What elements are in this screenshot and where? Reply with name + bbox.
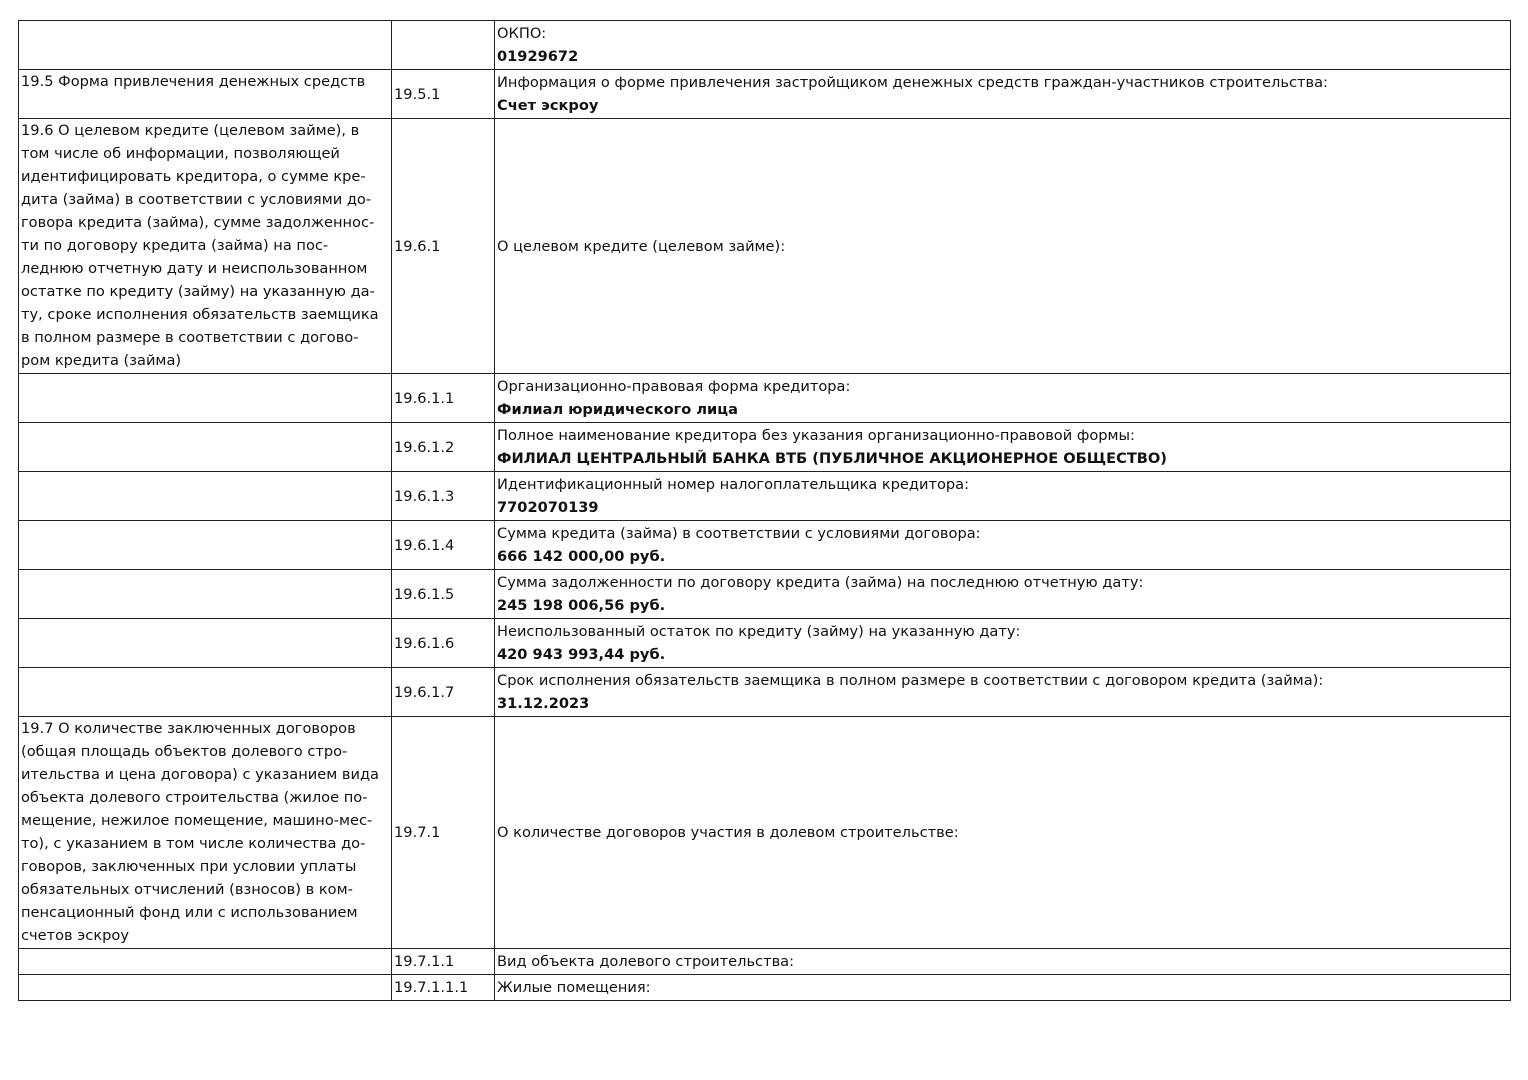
- content-cell: [495, 70, 1511, 119]
- code-cell: 19.6.1.1: [392, 374, 495, 423]
- table-row: [19, 717, 1511, 949]
- code-cell: 19.6.1.2: [392, 423, 495, 472]
- field-label: ОКПО:: [497, 25, 547, 42]
- field-label: Жилые помещения:: [497, 979, 651, 996]
- section-cell: 19.5 Форма привлечения денежных средств: [19, 70, 392, 119]
- field-label: Полное наименование кредитора без указания организационно-правовой формы:: [497, 427, 1135, 444]
- content-cell: [495, 423, 1511, 472]
- field-value: 01929672: [497, 48, 579, 65]
- section-cell: [19, 975, 392, 1001]
- code-cell: 19.6.1.7: [392, 668, 495, 717]
- code-cell: 19.7.1.1: [392, 949, 495, 975]
- code-cell: 19.5.1: [392, 70, 495, 119]
- field-label: Информация о форме привлечения застройщиком денежных средств граждан-участников строительства:: [497, 74, 1328, 91]
- section-cell: [19, 423, 392, 472]
- table-row: [19, 619, 1511, 668]
- code-cell: 19.6.1.4: [392, 521, 495, 570]
- table-row: [19, 374, 1511, 423]
- table-row: [19, 423, 1511, 472]
- table-row: [19, 21, 1511, 70]
- field-label: О целевом кредите (целевом займе):: [497, 237, 786, 255]
- field-value: 420 943 993,44 руб.: [497, 646, 666, 663]
- content-cell: [495, 21, 1511, 70]
- disclosure-table: [18, 20, 1511, 1001]
- section-cell: 19.6 О целевом кредите (целевом займе), в том числе об информации, позволяющей идентифицировать кредитора, о сумме кре- дита (займа) в соответствии с условиями до- говора кредита (займа), сумме задолженнос- ти по договору кредита (займа) на пос- леднюю отчетную дату и неиспользованном остатке по кредиту (займу) на указанную да- ту, сроке исполнения обязательств заемщика в полном размере в соответствии с догово- ром кредита (займа): [19, 119, 392, 374]
- field-label: Вид объекта долевого строительства:: [497, 953, 795, 970]
- field-label: Сумма задолженности по договору кредита (займа) на последнюю отчетную дату:: [497, 574, 1144, 591]
- field-label: Организационно-правовая форма кредитора:: [497, 378, 851, 395]
- section-cell: [19, 521, 392, 570]
- content-cell: [495, 521, 1511, 570]
- section-cell: [19, 21, 392, 70]
- field-label: Срок исполнения обязательств заемщика в полном размере в соответствии с договором кредита (займа):: [497, 672, 1324, 689]
- section-cell: [19, 570, 392, 619]
- code-cell: 19.6.1.6: [392, 619, 495, 668]
- code-cell: 19.7.1.1.1: [392, 975, 495, 1001]
- content-cell: [495, 374, 1511, 423]
- table-row: [19, 70, 1511, 119]
- section-cell: [19, 949, 392, 975]
- table-row: [19, 521, 1511, 570]
- field-label: Идентификационный номер налогоплательщика кредитора:: [497, 476, 970, 493]
- table-row: [19, 472, 1511, 521]
- field-value: 31.12.2023: [497, 695, 590, 712]
- field-value: 245 198 006,56 руб.: [497, 597, 666, 614]
- section-cell: [19, 668, 392, 717]
- content-cell: [495, 119, 1511, 374]
- code-cell: 19.6.1: [392, 119, 495, 374]
- table-row: [19, 975, 1511, 1001]
- section-cell: [19, 619, 392, 668]
- content-cell: [495, 717, 1511, 949]
- content-cell: [495, 570, 1511, 619]
- code-cell: 19.6.1.5: [392, 570, 495, 619]
- content-cell: [495, 472, 1511, 521]
- code-cell: 19.6.1.3: [392, 472, 495, 521]
- content-cell: [495, 949, 1511, 975]
- field-value: 7702070139: [497, 499, 599, 516]
- table-row: [19, 119, 1511, 374]
- field-value: Филиал юридического лица: [497, 401, 738, 418]
- field-value: Счет эскроу: [497, 97, 599, 114]
- table-row: [19, 668, 1511, 717]
- content-cell: [495, 668, 1511, 717]
- section-cell: [19, 472, 392, 521]
- code-cell: 19.7.1: [392, 717, 495, 949]
- table-row: [19, 570, 1511, 619]
- field-label: Неиспользованный остаток по кредиту (займу) на указанную дату:: [497, 623, 1021, 640]
- section-cell: 19.7 О количестве заключенных договоров (общая площадь объектов долевого стро- ительства и цена договора) с указанием вида объекта долевого строительства (жилое по- мещение, нежилое помещение, машино-мес- то), с указанием в том числе количества до- говоров, заключенных при условии уплаты обязательных отчислений (взносов) в ком- пенсационный фонд или с использованием счетов эскроу: [19, 717, 392, 949]
- field-label: Сумма кредита (займа) в соответствии с условиями договора:: [497, 525, 981, 542]
- content-cell: [495, 975, 1511, 1001]
- code-cell: [392, 21, 495, 70]
- field-label: О количестве договоров участия в долевом строительстве:: [497, 824, 959, 841]
- table-row: [19, 949, 1511, 975]
- field-value: 666 142 000,00 руб.: [497, 548, 666, 565]
- content-cell: [495, 619, 1511, 668]
- section-cell: [19, 374, 392, 423]
- field-value: ФИЛИАЛ ЦЕНТРАЛЬНЫЙ БАНКА ВТБ (ПУБЛИЧНОЕ АКЦИОНЕРНОЕ ОБЩЕСТВО): [497, 450, 1167, 467]
